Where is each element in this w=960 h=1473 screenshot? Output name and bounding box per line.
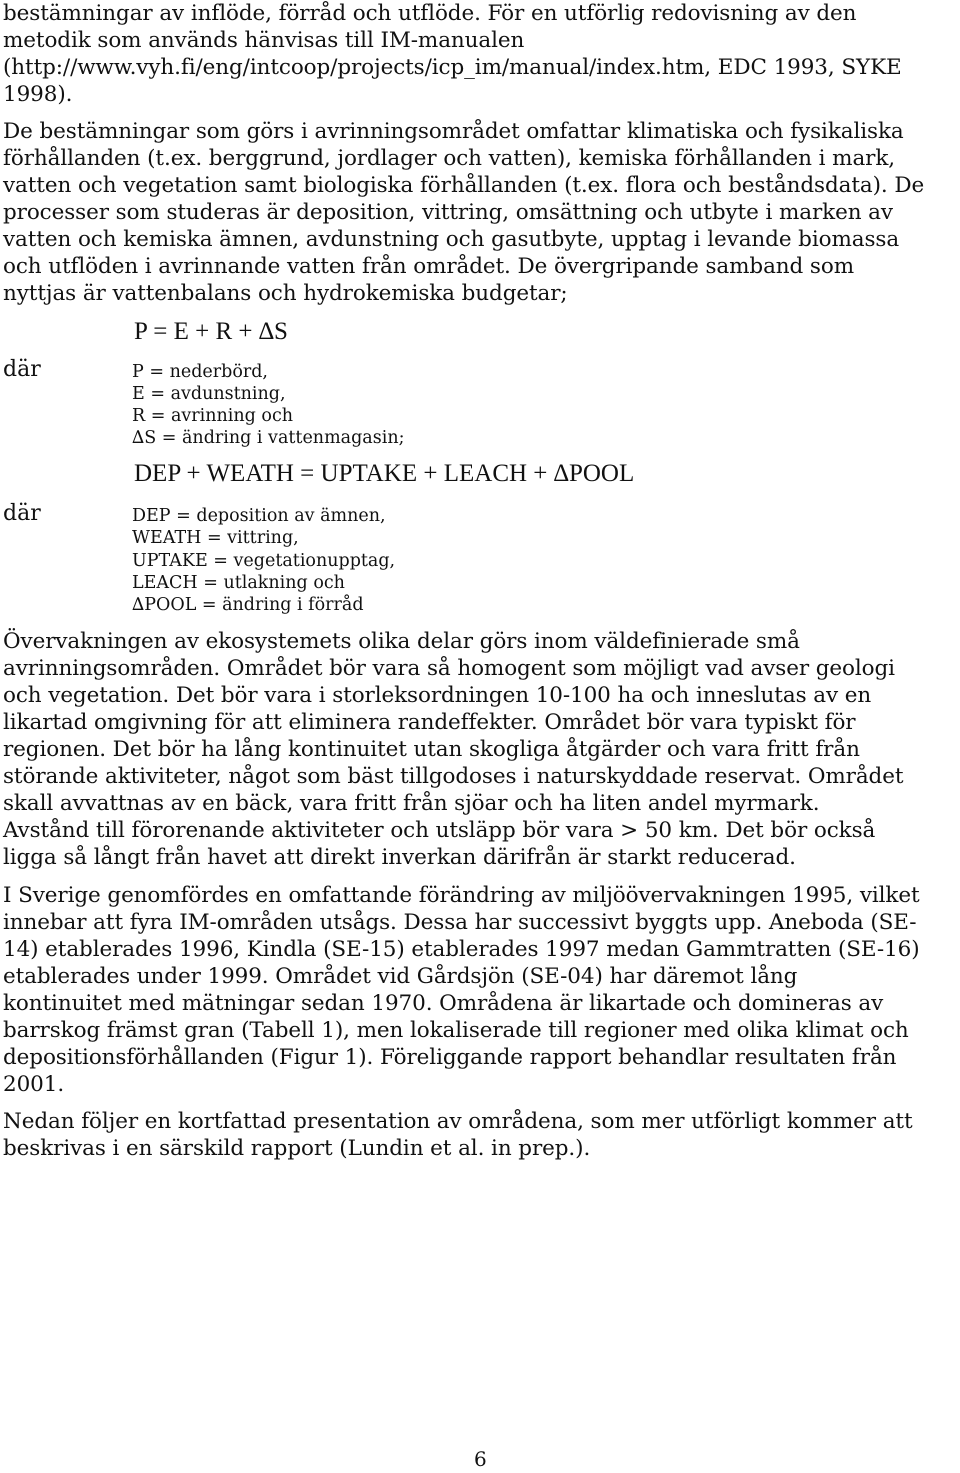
chemical-budget-equation: DEP + WEATH = UPTAKE + LEACH + ∆POOL xyxy=(134,460,635,487)
text-line: Nedan följer en kortfattad presentation av områdena, som mer utförligt kommer att xyxy=(3,1109,913,1134)
text-line: beskrivas i en särskild rapport (Lundin et al. in prep.). xyxy=(3,1136,591,1161)
text-line: regionen. Det bör ha lång kontinuitet utan skogliga åtgärder och vara fritt från xyxy=(3,737,860,762)
definition-line: E = avdunstning, xyxy=(132,384,286,404)
where-label: där xyxy=(3,501,41,526)
text-line: 14) etablerades 1996, Kindla (SE-15) etablerades 1997 medan Gammtratten (SE-16) xyxy=(3,937,920,962)
definition-line: R = avrinning och xyxy=(132,406,294,426)
text-line: etablerades under 1999. Området vid Gårdsjön (SE-04) har däremot lång xyxy=(3,964,798,989)
text-line: avrinningsområden. Området bör vara så homogent som möjligt vad avser geologi xyxy=(3,656,895,681)
water-balance-equation: P = E + R + ∆S xyxy=(134,318,288,345)
text-line: 2001. xyxy=(3,1072,65,1097)
definition-line: DEP = deposition av ämnen, xyxy=(132,506,386,526)
text-line: förhållanden (t.ex. berggrund, jordlager och vatten), kemiska förhållanden i mark, xyxy=(3,146,895,171)
text-line: kontinuitet med mätningar sedan 1970. Områdena är likartade och domineras av xyxy=(3,991,884,1016)
text-line: depositionsförhållanden (Figur 1). Föreliggande rapport behandlar resultaten från xyxy=(3,1045,897,1070)
definition-line: ∆S = ändring i vattenmagasin; xyxy=(132,428,405,448)
definition-line: ∆POOL = ändring i förråd xyxy=(132,595,364,615)
text-line: metodik som används hänvisas till IM-manualen xyxy=(3,28,525,53)
text-line: innebar att fyra IM-områden utsågs. Dessa har successivt byggts upp. Aneboda (SE- xyxy=(3,910,917,935)
where-label: där xyxy=(3,357,41,382)
text-line: likartad omgivning för att eliminera randeffekter. Området bör vara typiskt för xyxy=(3,710,856,735)
text-line: De bestämningar som görs i avrinningsområdet omfattar klimatiska och fysikaliska xyxy=(3,119,904,144)
definition-line: LEACH = utlakning och xyxy=(132,573,345,593)
text-line: skall avvattnas av en bäck, vara fritt från sjöar och ha liten andel myrmark. xyxy=(3,791,820,816)
text-line: nyttjas är vattenbalans och hydrokemiska budgetar; xyxy=(3,281,568,306)
text-line: barrskog främst gran (Tabell 1), men lokaliserade till regioner med olika klimat och xyxy=(3,1018,909,1043)
text-line: 1998). xyxy=(3,82,73,107)
definition-line: UPTAKE = vegetationupptag, xyxy=(132,551,396,571)
page-number: 6 xyxy=(474,1447,487,1471)
text-line: Övervakningen av ekosystemets olika delar görs inom väldefinierade små xyxy=(3,629,800,654)
text-line: processer som studeras är deposition, vittring, omsättning och utbyte i marken av xyxy=(3,200,893,225)
text-line: och utflöden i avrinnande vatten från området. De övergripande samband som xyxy=(3,254,854,279)
text-line: Avstånd till förorenande aktiviteter och utsläpp bör vara > 50 km. Det bör också xyxy=(3,818,876,843)
text-line: och vegetation. Det bör vara i storleksordningen 10-100 ha och inneslutas av en xyxy=(3,683,872,708)
text-line: I Sverige genomfördes en omfattande förändring av miljöövervakningen 1995, vilket xyxy=(3,883,920,908)
text-line: ligga så långt från havet att direkt inverkan därifrån är starkt reducerad. xyxy=(3,845,796,870)
text-line: (http://www.vyh.fi/eng/intcoop/projects/icp_im/manual/index.htm, EDC 1993, SYKE xyxy=(3,55,902,80)
definition-line: WEATH = vittring, xyxy=(132,528,299,548)
text-line: vatten och kemiska ämnen, avdunstning och gasutbyte, upptag i levande biomassa xyxy=(3,227,900,252)
text-line: bestämningar av inflöde, förråd och utflöde. För en utförlig redovisning av den xyxy=(3,1,857,26)
definition-line: P = nederbörd, xyxy=(132,362,268,382)
text-line: störande aktiviteter, något som bäst tillgodoses i naturskyddade reservat. Området xyxy=(3,764,904,789)
text-line: vatten och vegetation samt biologiska förhållanden (t.ex. flora och beståndsdata). De xyxy=(3,173,925,198)
